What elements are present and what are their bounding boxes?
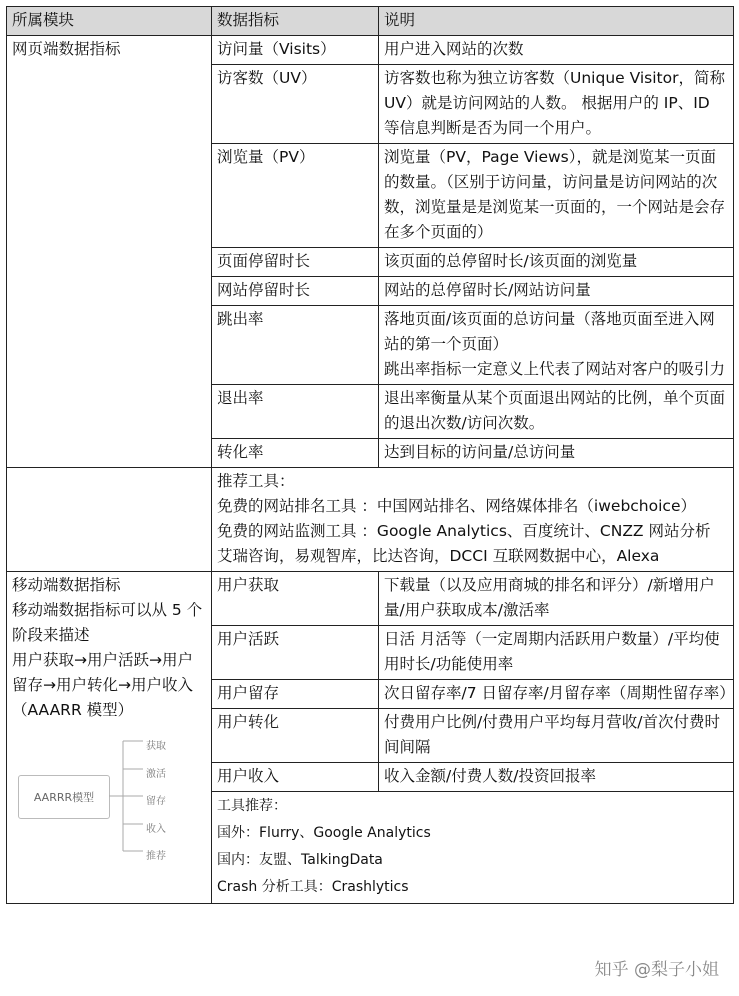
- text-line: 用户进入网站的次数: [384, 40, 524, 58]
- metric-cell: 用户收入: [212, 763, 379, 792]
- header-metric: 数据指标: [212, 7, 379, 36]
- metric-cell: 访问量（Visits）: [212, 36, 379, 65]
- aarrr-center-box: AARRR模型: [18, 775, 110, 819]
- text-line: 日活 月活等（一定周期内活跃用户数量）/平均使用时长/功能使用率: [384, 630, 720, 673]
- description-cell: [379, 36, 734, 65]
- text-line: 收入金额/付费人数/投资回报率: [384, 767, 596, 785]
- text-line: 次日留存率/7 日留存率/月留存率（周期性留存率）: [384, 684, 735, 702]
- text-line: 工具推荐：: [217, 798, 287, 814]
- mobile-section: [7, 572, 734, 904]
- aarrr-connector-lines: [109, 729, 149, 869]
- web-section: [7, 36, 734, 572]
- text-line: 免费的网站监测工具 ：Google Analytics、百度统计、CNZZ 网站分析: [217, 522, 711, 540]
- description-cell: [379, 439, 734, 468]
- text-line: 跳出率指标一定意义上代表了网站对客户的吸引力: [384, 360, 726, 378]
- text-line: 艾瑞咨询，易观智库，比达咨询，DCCI 互联网数据中心，Alexa: [217, 547, 660, 565]
- metric-cell: 访客数（UV）: [212, 65, 379, 144]
- text-line: 访客数也称为独立访客数（Unique Visitor，简称 UV）就是访问网站的人数。 根据用户的 IP、ID 等信息判断是否为同一个用户。: [384, 69, 730, 137]
- empty-module-cell: [7, 468, 212, 572]
- tools-cell-mobile: [212, 792, 734, 904]
- description-cell: [379, 763, 734, 792]
- table-row: [7, 36, 734, 65]
- text-line: Crash 分析工具：Crashlytics: [217, 879, 409, 895]
- metric-cell: 用户留存: [212, 680, 379, 709]
- metric-cell: 用户转化: [212, 709, 379, 763]
- metric-cell: 页面停留时长: [212, 248, 379, 277]
- metric-cell: 跳出率: [212, 306, 379, 385]
- header-description: 说明: [379, 7, 734, 36]
- metric-cell: 退出率: [212, 385, 379, 439]
- description-cell: [379, 65, 734, 144]
- header-module: 所属模块: [7, 7, 212, 36]
- text-line: 落地页面/该页面的总访问量（落地页面至进入网站的第一个页面）: [384, 310, 715, 353]
- text-line: 浏览量（PV，Page Views），就是浏览某一页面的数量。（区别于访问量，访问量是访问网站的次数，浏览量是是浏览某一页面的，一个网站是会存在多个页面的）: [384, 148, 726, 241]
- description-cell: [379, 306, 734, 385]
- aarrr-item-label: 留存: [146, 796, 166, 807]
- description-cell: [379, 248, 734, 277]
- text-line: 下载量（以及应用商城的排名和评分）/新增用户量/用户获取成本/激活率: [384, 576, 715, 619]
- text-line: 国外：Flurry、Google Analytics: [217, 825, 431, 841]
- metrics-table: [6, 6, 734, 904]
- description-cell: [379, 277, 734, 306]
- aarrr-item-label: 收入: [146, 824, 166, 835]
- aarrr-item-label: 推荐: [146, 851, 166, 862]
- tools-row-web: [7, 468, 734, 572]
- aarrr-diagram: [12, 729, 206, 869]
- aarrr-item-label: 获取: [146, 741, 166, 752]
- text-line: 退出率衡量从某个页面退出网站的比例，单个页面的退出次数/访问次数。: [384, 389, 726, 432]
- connector-path: [109, 741, 143, 851]
- metric-cell: 用户活跃: [212, 626, 379, 680]
- metric-cell: 转化率: [212, 439, 379, 468]
- module-cell-web: 网页端数据指标: [7, 36, 212, 468]
- metric-cell: 网站停留时长: [212, 277, 379, 306]
- description-cell: [379, 572, 734, 626]
- text-line: 该页面的总停留时长/该页面的浏览量: [384, 252, 638, 270]
- text-line: 免费的网站排名工具 ：中国网站排名、网络媒体排名（iwebchoice）: [217, 497, 696, 515]
- text-line: 推荐工具：: [217, 472, 295, 490]
- description-cell: [379, 626, 734, 680]
- table-row: [7, 572, 734, 626]
- tools-cell-web: [212, 468, 734, 572]
- text-line: 达到目标的访问量/总访问量: [384, 443, 576, 461]
- header-row: [7, 7, 734, 36]
- metric-cell: 用户获取: [212, 572, 379, 626]
- text-line: 移动端数据指标可以从 5 个阶段来描述: [12, 601, 203, 644]
- description-cell: [379, 385, 734, 439]
- module-cell-mobile: [7, 572, 212, 904]
- watermark-text: 知乎 @梨子小姐: [594, 960, 719, 980]
- text-line: 用户获取→用户活跃→用户留存→用户转化→用户收入（AAARR 模型）: [12, 651, 193, 719]
- description-cell: [379, 144, 734, 248]
- text-line: 网站的总停留时长/网站访问量: [384, 281, 591, 299]
- text-line: 付费用户比例/付费用户平均每月营收/首次付费时间间隔: [384, 713, 720, 756]
- description-cell: [379, 709, 734, 763]
- description-cell: [379, 680, 734, 709]
- metric-cell: 浏览量（PV）: [212, 144, 379, 248]
- text-line: 国内：友盟、TalkingData: [217, 852, 383, 868]
- aarrr-item-label: 激活: [146, 769, 166, 780]
- text-line: 移动端数据指标: [12, 576, 121, 594]
